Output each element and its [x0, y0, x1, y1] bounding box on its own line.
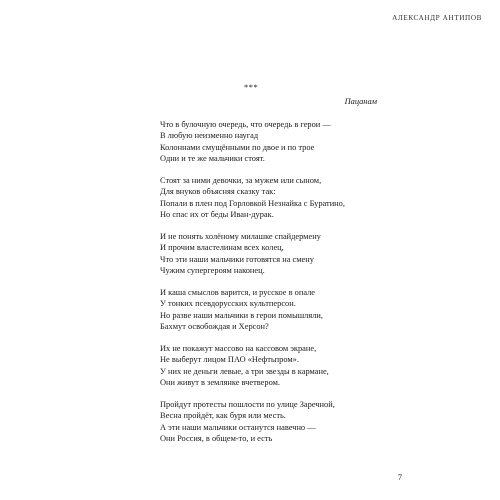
poem-line: Что эти наши мальчики готовятся на смену	[160, 254, 314, 264]
poem-line: Не выберут лицом ПАО «Нефтьпром».	[160, 355, 299, 365]
asterism: ***	[244, 82, 259, 92]
poem-line: В любую неизменно наугад	[160, 131, 259, 141]
poem-line: У тонких псевдорусских культперсон.	[160, 299, 296, 309]
poem-line: Их не покажут массово на кассовом экране,	[160, 344, 317, 353]
poem-dedication: Пацанам	[344, 97, 377, 106]
poem-line: Стоят за ними девочки, за мужем или сыном,	[160, 176, 322, 185]
poem-stanza	[160, 231, 400, 276]
poem-line: И каша смыслов варится, и русское в опале	[160, 288, 316, 297]
page-number: 7	[397, 472, 402, 482]
poem-line: Колоннами смущёнными по двое и по трое	[160, 142, 315, 152]
poem-line: Весна пройдёт, как буря или месть.	[160, 411, 286, 421]
poem-line: У них не деньги левые, а три звезды в кармане,	[160, 366, 329, 376]
poem-line: А эти наши мальчики останутся навечно —	[160, 422, 316, 432]
poem-stanza	[160, 119, 400, 164]
poem-line: Одни и те же мальчики стоят.	[160, 153, 265, 163]
poem-line: Они Россия, в общем-то, и есть	[160, 433, 273, 443]
poem-line: Попали в плен под Горловкой Незнайка с Буратино,	[160, 198, 345, 208]
poem-line: Пройдут протесты пошлости по улице Заречной,	[160, 400, 335, 409]
poem-line: Бахмут освобождая и Херсон?	[160, 321, 269, 331]
poem-stanza	[160, 175, 400, 220]
poem-stanza	[160, 399, 400, 444]
poem-line: Но разве наши мальчики в герои помышляли,	[160, 310, 323, 320]
poem-line: Для внуков объясняя сказку так:	[160, 187, 276, 197]
poem-line: И прочим властелинам всех колец,	[160, 243, 284, 253]
poem-line: Чужим супергероям наконец.	[160, 265, 265, 275]
poem-stanza	[160, 287, 400, 332]
poem-stanza	[160, 343, 400, 388]
poem-line: Но спас их от беды Иван-дурак.	[160, 209, 274, 219]
poem-line: Они живут в землянке вчетвером.	[160, 377, 280, 387]
poem-line: Что в булочную очередь, что очередь в герои —	[160, 120, 331, 129]
poem-line: И не понять холёному милашке спайдермену	[160, 232, 321, 241]
poem-body	[160, 119, 400, 455]
running-header: АЛЕКСАНДР АНТИПОВ	[392, 14, 482, 22]
